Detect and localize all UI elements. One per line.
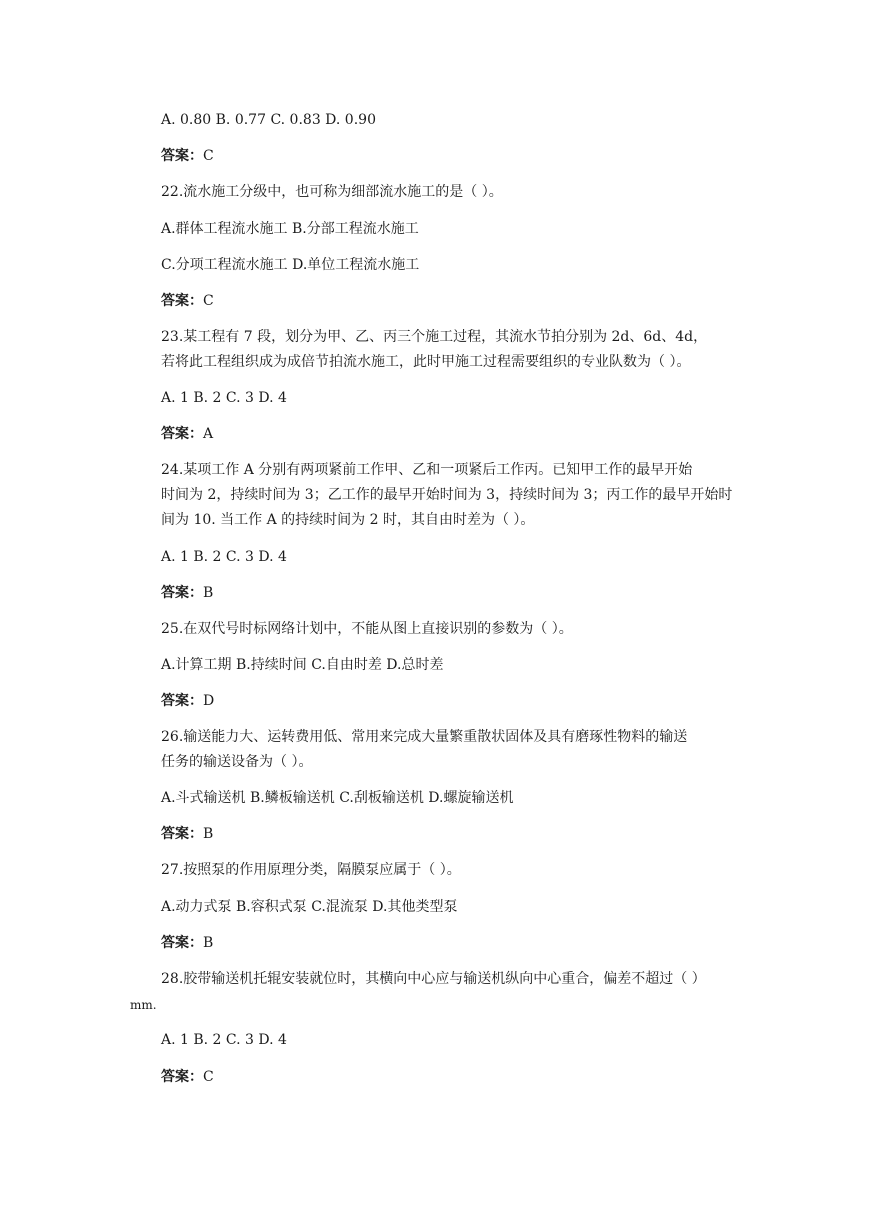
answer-value: A bbox=[203, 426, 214, 442]
answer-label: 答案： bbox=[161, 693, 203, 709]
q22-options-2: C.分项工程流水施工 D.单位工程流水施工 bbox=[161, 257, 420, 273]
q28-options: A. 1 B. 2 C. 3 D. 4 bbox=[161, 1032, 287, 1048]
answer-label: 答案： bbox=[161, 1069, 203, 1085]
q24-question-line-3: 间为 10. 当工作 A 的持续时间为 2 时，其自由时差为（ ）。 bbox=[161, 512, 535, 528]
q24-question-line-2: 时间为 2，持续时间为 3；乙工作的最早开始时间为 3，持续时间为 3；丙工作的最早开始时 bbox=[161, 487, 733, 503]
q28-question-line-1: 28.胶带输送机托辊安装就位时，其横向中心应与输送机纵向中心重合，偏差不超过（ ） bbox=[161, 971, 706, 987]
q21-options: A. 0.80 B. 0.77 C. 0.83 D. 0.90 bbox=[161, 112, 376, 128]
q21-answer bbox=[161, 147, 214, 165]
q27-answer bbox=[161, 934, 213, 952]
answer-value: C bbox=[203, 148, 214, 164]
q26-options: A.斗式输送机 B.鳞板输送机 C.刮板输送机 D.螺旋输送机 bbox=[161, 790, 514, 806]
q25-answer bbox=[161, 692, 214, 710]
answer-label: 答案： bbox=[161, 293, 203, 309]
q22-answer bbox=[161, 292, 214, 310]
q22-options-1: A.群体工程流水施工 B.分部工程流水施工 bbox=[161, 221, 419, 237]
q25-options: A.计算工期 B.持续时间 C.自由时差 D.总时差 bbox=[161, 657, 444, 673]
q24-options: A. 1 B. 2 C. 3 D. 4 bbox=[161, 549, 287, 565]
q28-question-line-2: mm. bbox=[130, 998, 157, 1012]
q26-answer bbox=[161, 825, 213, 843]
q23-options: A. 1 B. 2 C. 3 D. 4 bbox=[161, 390, 287, 406]
q24-answer bbox=[161, 584, 213, 602]
q25-question: 25.在双代号时标网络计划中，不能从图上直接识别的参数为（ ）。 bbox=[161, 621, 573, 637]
q26-question-line-1: 26.输送能力大、运转费用低、常用来完成大量繁重散状固体及具有磨琢性物料的输送 bbox=[161, 729, 688, 745]
answer-value: D bbox=[203, 693, 215, 709]
q23-question-line-1: 23.某工程有 7 段，划分为甲、乙、丙三个施工过程，其流水节拍分别为 2d、6d、4d， bbox=[161, 329, 708, 345]
q28-answer bbox=[161, 1068, 214, 1086]
q23-answer bbox=[161, 425, 213, 443]
q24-question-line-1: 24.某项工作 A 分别有两项紧前工作甲、乙和一项紧后工作丙。已知甲工作的最早开始 bbox=[161, 462, 693, 478]
q26-question-line-2: 任务的输送设备为（ ）。 bbox=[161, 754, 313, 770]
q27-question: 27.按照泵的作用原理分类，隔膜泵应属于（ ）。 bbox=[161, 862, 461, 878]
answer-value: B bbox=[203, 826, 214, 842]
answer-label: 答案： bbox=[161, 826, 203, 842]
q27-options: A.动力式泵 B.容积式泵 C.混流泵 D.其他类型泵 bbox=[161, 899, 458, 915]
q23-question-line-2: 若将此工程组织成为成倍节拍流水施工，此时甲施工过程需要组织的专业队数为（ ）。 bbox=[161, 354, 691, 370]
answer-value: C bbox=[203, 293, 214, 309]
q22-question: 22.流水施工分级中，也可称为细部流水施工的是（ ）。 bbox=[161, 184, 503, 200]
answer-label: 答案： bbox=[161, 585, 203, 601]
answer-value: C bbox=[203, 1069, 214, 1085]
answer-label: 答案： bbox=[161, 148, 203, 164]
answer-value: B bbox=[203, 935, 214, 951]
answer-value: B bbox=[203, 585, 214, 601]
answer-label: 答案： bbox=[161, 935, 203, 951]
answer-label: 答案： bbox=[161, 426, 203, 442]
